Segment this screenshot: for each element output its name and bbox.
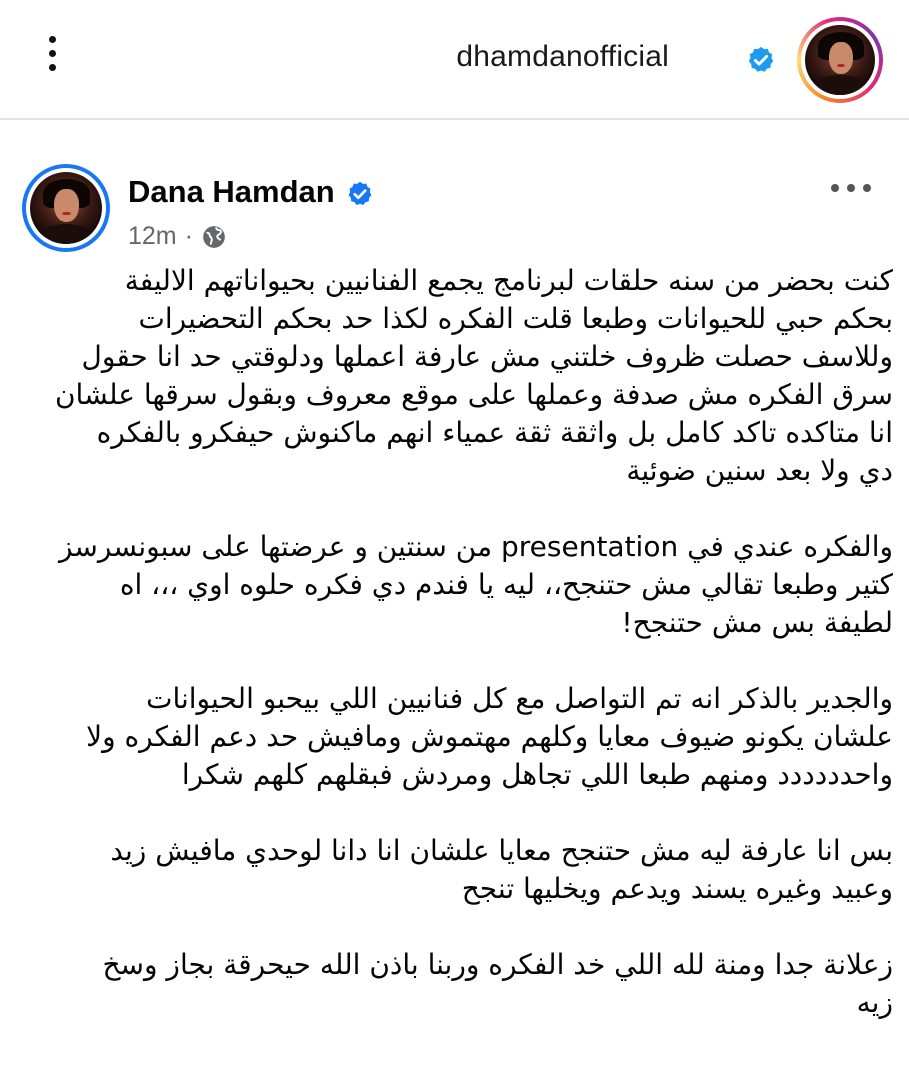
post-text-line: وللاسف حصلت ظروف خلتني مش عارفة اعملها ودلوقتي حد انا حقول: [81, 340, 893, 373]
post-text-line: والفكره عندي في presentation من سنتين و عرضتها على سبونسرسز: [58, 530, 893, 563]
verified-badge-icon: [746, 45, 776, 75]
post-text-line: دي ولا بعد سنين ضوئية: [626, 454, 893, 487]
instagram-header: [0, 0, 909, 120]
post-paragraph: [20, 832, 893, 908]
verified-badge-icon: [346, 180, 374, 208]
post-paragraph: [20, 946, 893, 1022]
post-text-line: واحدددددد ومنهم طبعا اللي تجاهل ومردش فبقلهم كلهم شكرا: [181, 758, 893, 791]
post-text-line: والجدير بالذكر انه تم التواصل مع كل فنانيين اللي بيحبو الحيوانات: [146, 682, 893, 715]
meta-separator: ·: [184, 222, 193, 250]
post-text-line: كنت بحضر من سنه حلقات لبرنامج يجمع الفنانيين بحيواناتهم الاليفة: [124, 264, 893, 297]
more-horizontal-icon[interactable]: [831, 184, 871, 194]
post-meta: [128, 222, 227, 251]
header-divider: [0, 118, 909, 120]
post-text-line: بحكم حبي للحيوانات وطبعا قلت الفكره لكذا حد بحكم التحضيرات: [138, 302, 893, 335]
post-text-line: بس انا عارفة ليه مش حتنجح معايا علشان انا دانا لوحدي مافيش زيد: [110, 834, 893, 867]
post-text-line: لطيفة بس مش حتنجح!: [621, 606, 893, 639]
post-text: [20, 262, 893, 1060]
post-text-line: كتير وطبعا تقالي مش حتنجح،، ليه يا فندم دي فكره حلوه اوي ،،، اه: [119, 568, 893, 601]
post-text-line: علشان يكونو ضيوف معايا وكلهم مهتموش ومافيش حد دعم الفكره ولا: [86, 720, 893, 753]
profile-username[interactable]: dhamdanofficial: [456, 40, 669, 73]
post-paragraph: [20, 680, 893, 794]
globe-icon[interactable]: [201, 224, 227, 250]
post-paragraph: [20, 528, 893, 642]
post-text-line: زيه: [856, 986, 893, 1019]
profile-avatar[interactable]: [797, 17, 883, 103]
post-author-name[interactable]: Dana Hamdan: [128, 174, 335, 209]
post-text-line: وعبيد وغيره يسند ويدعم ويخليها تنجح: [461, 872, 893, 905]
post-timestamp[interactable]: 12m: [128, 222, 177, 250]
post-text-line: سرق الفكره مش صدفة وعملها على موقع معروف وبقول سرقها علشان: [54, 378, 893, 411]
post-text-line: انا متاكده تاكد كامل بل واثقة ثقة عمياء انهم ماكنوش حيفكرو بالفكره: [96, 416, 893, 449]
post-author-avatar[interactable]: [22, 164, 110, 252]
more-vertical-icon[interactable]: [34, 36, 70, 80]
post-text-line: زعلانة جدا ومنة لله اللي خد الفكره وربنا باذن الله حيحرقة بجاز وسخ: [102, 948, 893, 981]
post-paragraph: [20, 262, 893, 490]
